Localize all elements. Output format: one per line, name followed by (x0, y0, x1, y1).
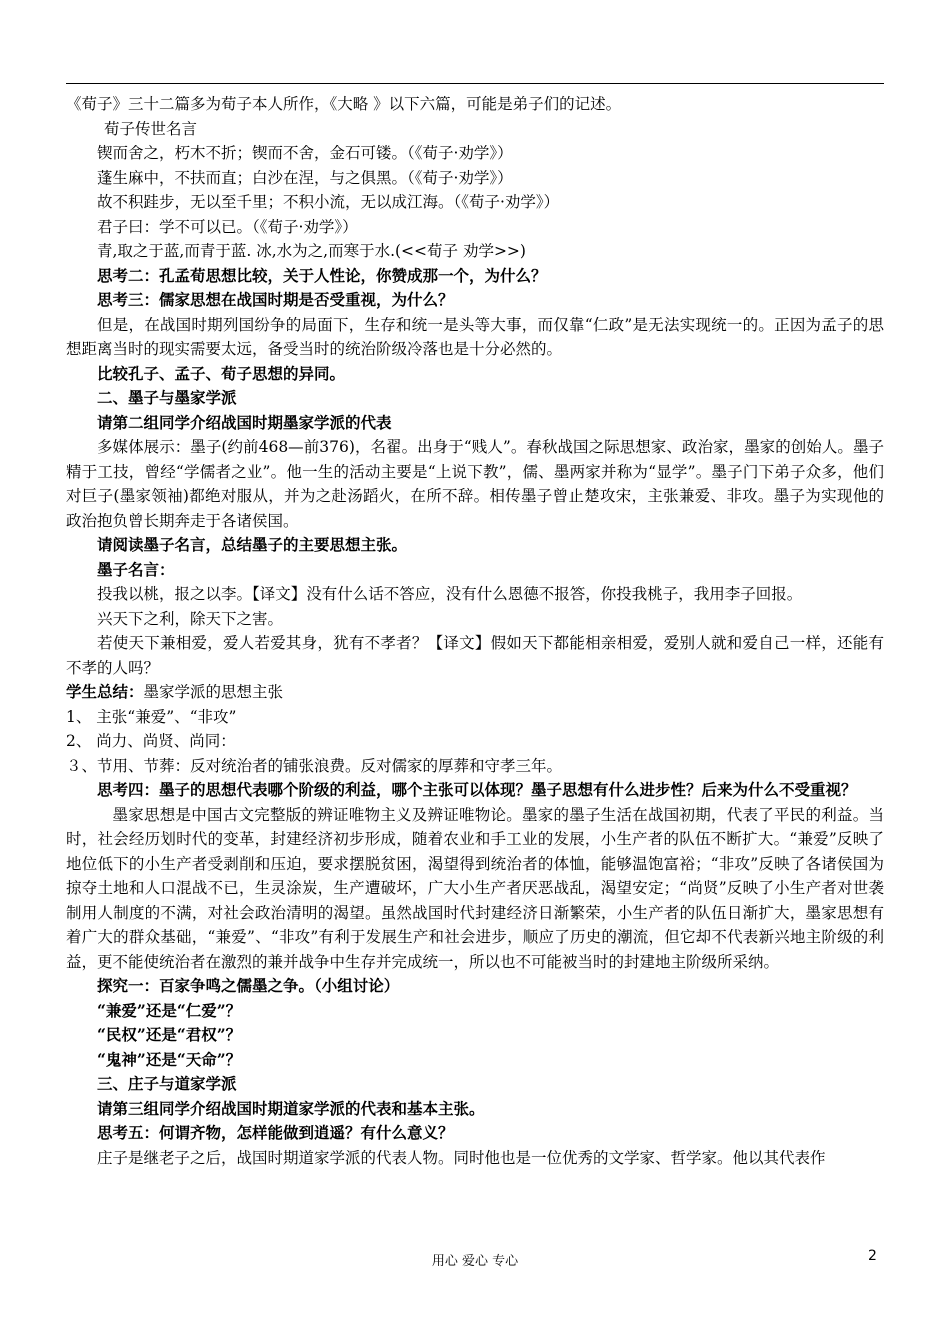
bold-line: 请第三组同学介绍战国时期道家学派的代表和基本主张。 (97, 1098, 485, 1118)
summary-text: 墨家学派的思想主张 (143, 683, 284, 701)
summary-line (66, 680, 884, 705)
paragraph: 但是，在战国时期列国纷争的局面下，生存和统一是头等大事，而仅靠“仁政”是无法实现统一的。正因为孟子的思想距离当时的现实需要太远，备受当时的统治阶级冷落也是十分必然的。 (66, 315, 884, 358)
bold-line: 比较孔子、孟子、荀子思想的异同。 (97, 363, 346, 383)
paragraph: 若使天下兼相爱，爱人若爱其身，犹有不孝者？【译文】假如天下都能相亲相爱，爱别人就和爱自己一样，还能有不孝的人吗？ (66, 634, 884, 677)
bold-line: 探究一：百家争鸣之儒墨之争。（小组讨论） (97, 976, 400, 995)
paragraph: 庄子是继老子之后，战国时期道家学派的代表人物。同时他也是一位优秀的文学家、哲学家。他以其代表作 (97, 1148, 826, 1167)
paragraph: 多媒体展示：墨子(约前468—前376)，名翟。出身于“贱人”。春秋战国之际思想家、政治家，墨家的创始人。墨子精于工技，曾经“学儒者之业”。他一生的活动主要是“上说下教”，儒、墨两家并称为“显学”。墨子门下弟子众多，他们对巨子(墨家领袖)都绝对服从，并为之赴汤蹈火，在所不辞。相传墨子曾止楚攻宋，主张兼爱、非攻。墨子为实现他的政治抱负曾长期奔走于各诸侯国。 (66, 438, 884, 530)
list-item: ３、节用、节葬：反对统治者的铺张浪费。反对儒家的厚葬和守孝三年。 (66, 756, 563, 775)
section-heading: 二、墨子与墨家学派 (97, 388, 237, 407)
text-line: 荀子传世名言 (104, 119, 198, 138)
summary-label: 学生总结： (66, 682, 144, 701)
section-heading: 三、庄子与道家学派 (97, 1074, 237, 1093)
quote-line: 君子曰：学不可以已。（《荀子·劝学》） (97, 217, 358, 236)
quote-line: 蓬生麻中，不扶而直；白沙在涅，与之俱黑。（《荀子·劝学》） (97, 168, 513, 187)
question-heading: 思考二：孔孟荀思想比较，关于人性论，你赞成那一个，为什么？ (97, 265, 547, 285)
bold-line: 墨子名言： (97, 559, 175, 579)
bold-line: “民权”还是“君权”？ (97, 1025, 242, 1044)
page-footer: 用心 爱心 专心 (431, 1254, 519, 1269)
quote-line: 投我以桃，报之以李。【译文】没有什么话不答应，没有什么恩德不报答，你投我桃子，我用李子回报。 (97, 585, 803, 603)
page-number: 2 (868, 1248, 877, 1264)
paragraph: 墨家思想是中国古文完整版的辨证唯物主义及辨证唯物论。墨家的墨子生活在战国初期，代表了平民的利益。当时，社会经历划时代的变革，封建经济初步形成，随着农业和手工业的发展，小生产者的队伍不断扩大。“兼爱”反映了地位低下的小生产者受剥削和压迫，要求摆脱贫困，渴望得到统治者的体恤，能够温饱富裕；“非攻”反映了各诸侯国为掠夺土地和人口混战不已，生灵涂炭，生产遭破坏，广大小生产者厌恶战乱，渴望安定；“尚贤”反映了小生产者对世袭制用人制度的不满，对社会政治清明的渴望。虽然战国时代封建经济日渐繁荣，小生产者的队伍日渐扩大，墨家思想有着广大的群众基础，“兼爱”、“非攻”有利于发展生产和社会进步，顺应了历史的潮流，但它却不代表新兴地主阶级的利益，更不能使统治者在激烈的兼并战争中生存并完成统一，所以也不可能被当时的封建地主阶级所采纳。 (66, 805, 884, 971)
quote-line: 兴天下之利，除天下之害。 (97, 609, 284, 628)
question-heading: 思考三：儒家思想在战国时期是否受重视，为什么？ (97, 290, 454, 309)
text-line: 《荀子》三十二篇多为荀子本人所作，《大略 》以下六篇，可能是弟子们的记述。 (66, 95, 622, 113)
quote-line: 青,取之于蓝,而青于蓝. 冰,水为之,而寒于水.(<<荀子 劝学>>) (97, 242, 526, 260)
bold-line: 请阅读墨子名言，总结墨子的主要思想主张。 (97, 535, 408, 554)
bold-line: 请第二组同学介绍战国时期墨家学派的代表 (97, 412, 392, 432)
bold-line: “鬼神”还是“天命”？ (97, 1049, 242, 1069)
list-item: 2、 尚力、尚贤、尚同： (66, 732, 236, 750)
bold-line: “兼爱”还是“仁爱”？ (97, 1000, 242, 1020)
quote-line: 故不积跬步，无以至千里；不积小流，无以成江海。（《荀子·劝学》） (97, 193, 560, 211)
list-item: 1、 主张“兼爱”、“非攻” (66, 707, 237, 726)
quote-line: 锲而舍之，朽木不折；锲而不舍，金石可镂。（《荀子·劝学》） (97, 144, 513, 162)
header-rule (66, 83, 884, 84)
question-heading: 思考四：墨子的思想代表哪个阶级的利益，哪个主张可以体现？墨子思想有什么进步性？后来为什么不受重视？ (97, 780, 857, 799)
question-heading: 思考五：何谓齐物，怎样能做到逍遥？有什么意义？ (97, 1123, 454, 1142)
page-body (66, 92, 884, 1170)
